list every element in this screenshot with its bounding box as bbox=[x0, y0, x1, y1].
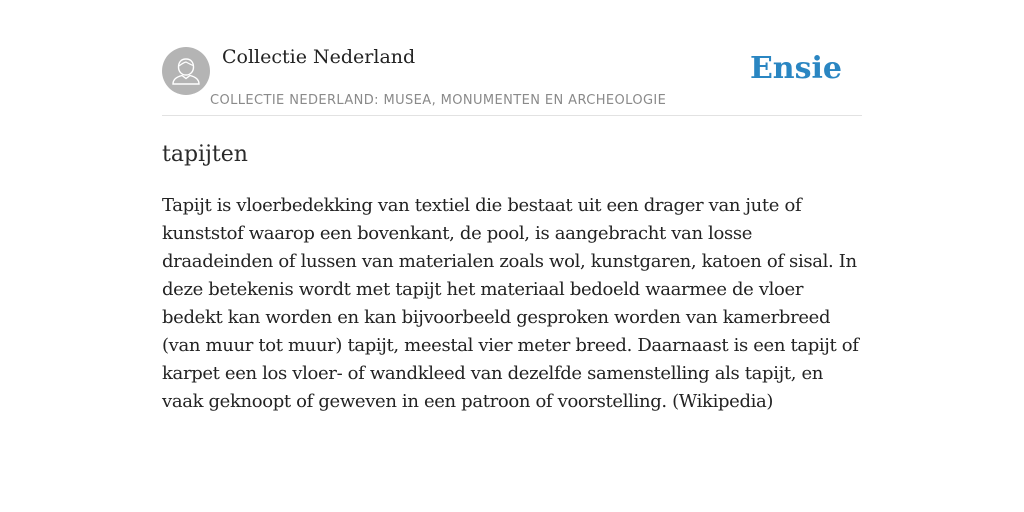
card-header bbox=[162, 40, 862, 116]
definition-card bbox=[162, 40, 862, 416]
entry-term: tapijten bbox=[162, 142, 248, 167]
source-name[interactable]: COLLECTIE NEDERLAND: MUSEA, MONUMENTEN EN ARCHEOLOGIE bbox=[210, 93, 667, 108]
user-silhouette-icon bbox=[162, 47, 210, 95]
ensie-logo[interactable]: Ensie bbox=[749, 51, 842, 86]
author-avatar[interactable] bbox=[162, 47, 210, 95]
entry-definition: Tapijt is vloerbedekking van textiel die bestaat uit een drager van jute of kunststof waarop een bovenkant, de pool, is aangebracht van losse draadeinden of lussen van materialen zoals wol, kunstgaren, katoen of sisal. In deze betekenis wordt met tapijt het materiaal bedoeld waarmee de vloer bedekt kan worden en kan bijvoorbeeld gesproken worden van kamerbreed (van muur tot muur) tapijt, meestal vier meter breed. Daarnaast is een tapijt of karpet een los vloer- of wandkleed van dezelfde samenstelling als tapijt, en vaak geknoopt of geweven in een patroon of voorstelling. (Wikipedia) bbox=[162, 195, 859, 412]
author-name[interactable]: Collectie Nederland bbox=[222, 46, 416, 68]
